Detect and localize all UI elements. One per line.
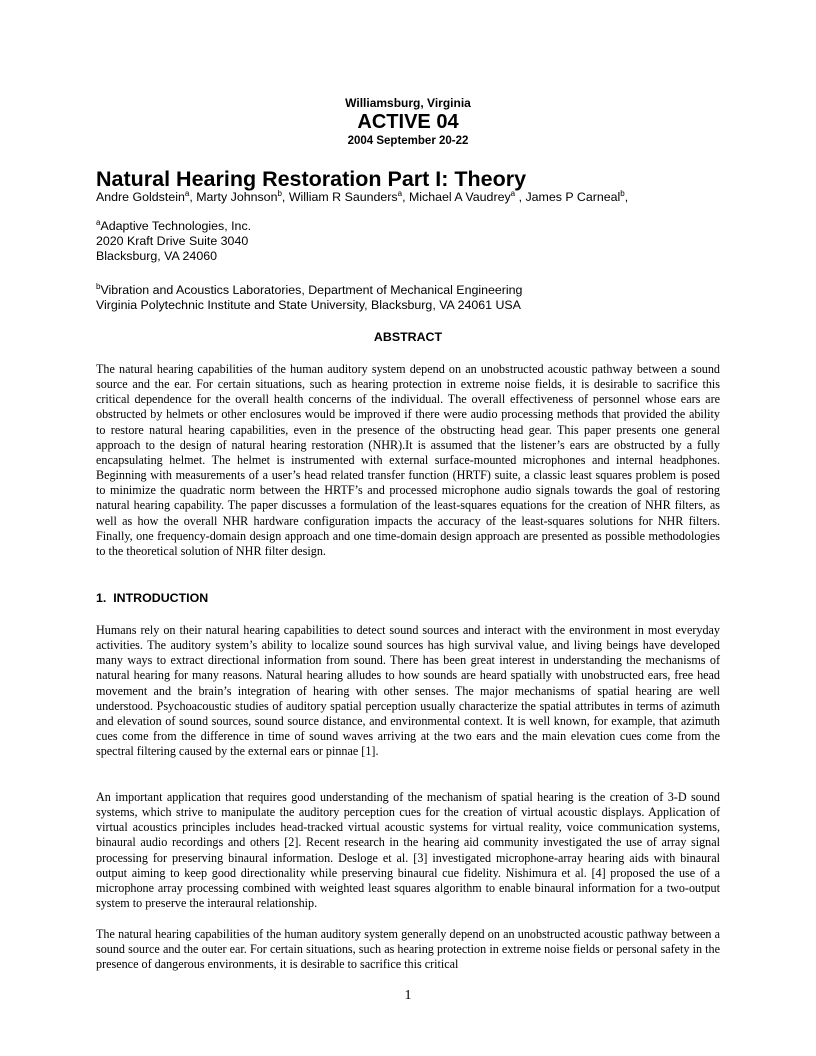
author-separator: , (624, 190, 629, 204)
affiliation-a (96, 219, 251, 264)
affiliation-institution: Adaptive Technologies, Inc. (100, 219, 252, 233)
affiliation-marker: b (96, 282, 101, 291)
author-affil-marker: b (620, 189, 625, 198)
author-name: Michael A Vaudrey (408, 190, 511, 204)
author-separator: , (281, 190, 289, 204)
author-affil-marker: a (397, 189, 403, 198)
author-affil-marker: b (277, 189, 282, 198)
affiliation-address: 2020 Kraft Drive Suite 3040 (96, 234, 249, 248)
author-list (96, 190, 628, 205)
author-separator: , (402, 190, 409, 204)
author-affil-marker: a (510, 189, 516, 198)
author-name: Marty Johnson (196, 190, 278, 204)
author-affil-marker: a (184, 189, 190, 198)
affiliation-department: Vibration and Acoustics Laboratories, Department of Mechanical Engineering (100, 283, 523, 297)
intro-paragraph-3: The natural hearing capabilities of the human auditory system generally depend on an unobstructed acoustic pathway between a sound source and the outer ear. For certain situations, such as hearing protection in extreme noise fields or personal safety in the presence of dangerous environments, it is desirable to sacrifice this critical (96, 927, 720, 972)
author-separator: , (189, 190, 197, 204)
affiliation-city: Blacksburg, VA 24060 (96, 249, 218, 263)
conference-location: Williamsburg, Virginia (345, 96, 471, 110)
paper-title: Natural Hearing Restoration Part I: Theory (96, 167, 527, 191)
affiliation-marker: a (96, 218, 101, 227)
author-separator: , (515, 190, 526, 204)
abstract-heading: ABSTRACT (373, 330, 443, 344)
abstract-text: The natural hearing capabilities of the human auditory system depend on an unobstructed acoustic pathway between a sound source and the ear. For certain situations, such as hearing protection in extreme noise fields, it is desirable to sacrifice this critical dependence for the overall health concerns of the individual. The overall effectiveness of personnel whose ears are obstructed by helmets or other enclosures would be improved if there were audio processing methods that provided the ability to restore natural hearing capabilities, even in the presence of the obstructing head gear. This paper presents one general approach to the design of natural hearing restoration (NHR).It is assumed that the listener’s ears are obstructed by a fully encapsulating helmet. The helmet is instrumented with external surface-mounted microphones and internal headphones. Beginning with measurements of a user’s head related transfer function (HRTF) suite, a classic least squares problem is posed to minimize the quadratic norm between the HRTF’s and processed microphone audio signals towards the goal of restoring natural hearing capability. The paper discusses a formulation of the least-squares equations for the creation of NHR filters, as well as how the overall NHR hardware configuration impacts the accuracy of the least-squares solutions for NHR filters. Finally, one frequency-domain design approach and one time-domain design approach are presented as possible methodologies to the theoretical solution of NHR filter design. (96, 362, 720, 558)
author-name: James P Carneal (525, 190, 621, 204)
conference-name: ACTIVE 04 (357, 111, 459, 133)
author-name: William R Saunders (288, 190, 398, 204)
intro-paragraph-1: Humans rely on their natural hearing capabilities to detect sound sources and interact with the environment in most everyday activities. The auditory system’s ability to localize sound sources has high survival value, and living beings have developed many ways to extract directional information from sound. There has been great interest in understanding the mechanisms of natural hearing for many reasons. Natural hearing alludes to how sounds are heard spatially with unobstructed ears, free head movement and the brain’s integration of hearing with other senses. The major mechanisms of spatial hearing are well understood. Psychoacoustic studies of auditory spatial perception usually characterize the spatial attributes in terms of azimuth and elevation of sound sources, sound source distance, and environmental context. It is well known, for example, that azimuth cues come from the difference in time of sound waves arriving at the two ears and the main elevation cues come from the spectral filtering caused by the external ears or pinnae [1]. (96, 623, 720, 759)
page-number: 1 (404, 988, 412, 1003)
affiliation-university: Virginia Polytechnic Institute and State University, Blacksburg, VA 24061 USA (96, 298, 521, 312)
intro-paragraph-2: An important application that requires good understanding of the mechanism of spatial hearing is the creation of 3-D sound systems, which strive to manipulate the auditory perception cues for the creation of virtual acoustic displays. Application of virtual acoustics principles includes head-tracked virtual acoustic systems for virtual reality, voice communication systems, binaural audio recordings and others [2]. Recent research in the hearing aid community investigated the use of array signal processing for preserving binaural information. Desloge et al. [3] investigated microphone-array hearing aids with binaural output aiming to keep good directionality while preserving binaural cue fidelity. Nishimura et al. [4] proposed the use of a microphone array processing combined with weighted least squares algorithm to enable binaural information for a two-output system to preserve the interaural relationship. (96, 790, 720, 911)
author-name: Andre Goldstein (96, 190, 185, 204)
section-heading-introduction: 1. INTRODUCTION (96, 591, 209, 605)
affiliation-b (96, 283, 522, 313)
conference-date: 2004 September 20-22 (347, 135, 469, 147)
